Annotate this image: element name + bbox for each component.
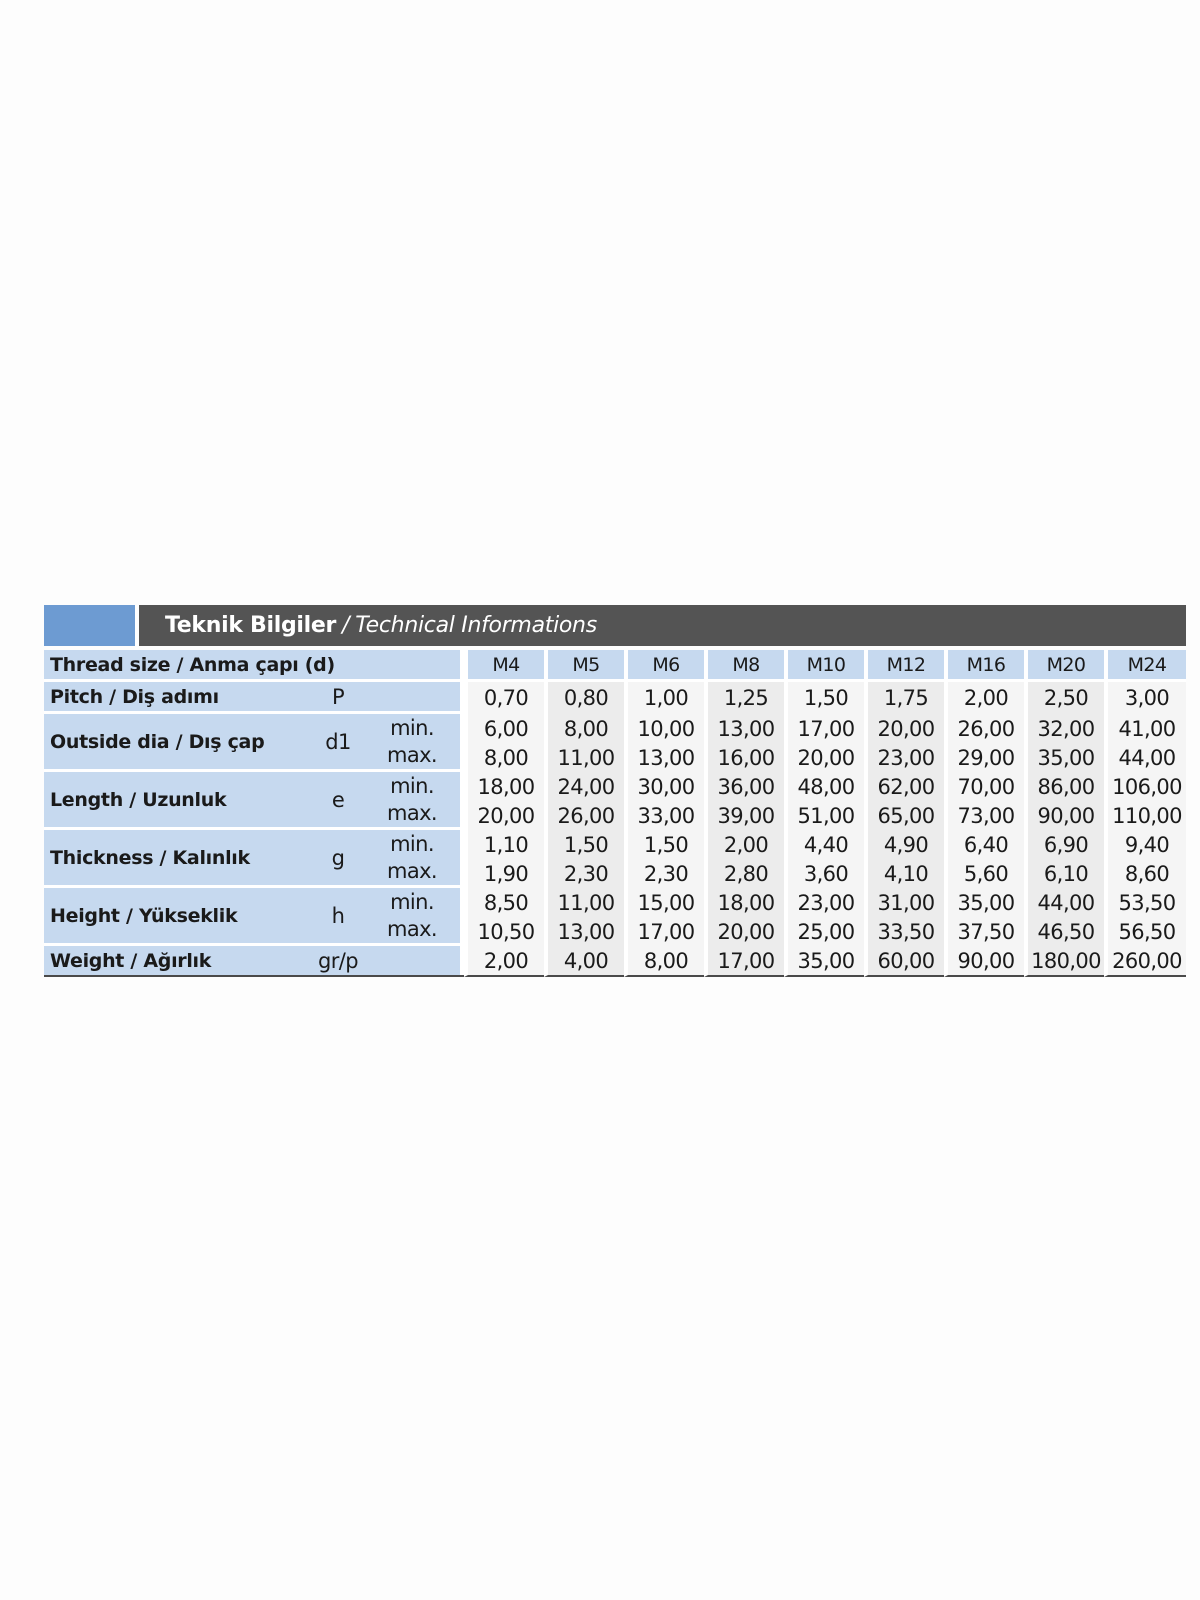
row-symbol: gr/p <box>312 946 364 977</box>
value-cell-max: 25,00 <box>784 917 864 946</box>
value-cell: 180,00 <box>1024 946 1104 977</box>
value-cell: 1,75 <box>864 682 944 714</box>
header-row <box>44 650 1186 682</box>
value-cell-max: 37,50 <box>944 917 1024 946</box>
value-cell: 3,00 <box>1104 682 1186 714</box>
value-cell: 1,50 <box>784 682 864 714</box>
value-cell-max: 2,30 <box>624 859 704 888</box>
value-cell-min: 35,00 <box>944 888 1024 917</box>
value-cell-max: 23,00 <box>864 743 944 772</box>
value-cell-max: 46,50 <box>1024 917 1104 946</box>
value-cell-max: 33,00 <box>624 801 704 830</box>
size-header: M24 <box>1104 650 1186 682</box>
row-label: Pitch / Diş adımı <box>44 682 312 714</box>
size-header: M12 <box>864 650 944 682</box>
value-cell: 2,00 <box>464 946 544 977</box>
value-cell-min: 30,00 <box>624 772 704 801</box>
value-cell: 4,00 <box>544 946 624 977</box>
value-cell: 0,80 <box>544 682 624 714</box>
min-label: min. <box>390 889 434 914</box>
value-cell-max: 4,10 <box>864 859 944 888</box>
value-cell-max: 44,00 <box>1104 743 1186 772</box>
size-header: M4 <box>464 650 544 682</box>
value-cell-max: 20,00 <box>704 917 784 946</box>
value-cell-min: 23,00 <box>784 888 864 917</box>
value-cell-min: 9,40 <box>1104 830 1186 859</box>
value-cell-min: 8,00 <box>544 714 624 743</box>
title-accent-block <box>44 605 139 646</box>
min-label: min. <box>390 831 434 856</box>
value-cell-min: 48,00 <box>784 772 864 801</box>
spec-row <box>44 682 1186 714</box>
value-cell-max: 26,00 <box>544 801 624 830</box>
row-symbol: e <box>312 772 364 830</box>
value-cell-min: 31,00 <box>864 888 944 917</box>
value-cell-min: 6,90 <box>1024 830 1104 859</box>
value-cell-max: 2,30 <box>544 859 624 888</box>
min-label: min. <box>390 715 434 740</box>
title-sub: Technical Informations <box>355 613 597 638</box>
value-cell-max: 65,00 <box>864 801 944 830</box>
value-cell-min: 4,40 <box>784 830 864 859</box>
row-label: Length / Uzunluk <box>44 772 312 830</box>
row-label: Outside dia / Dış çap <box>44 714 312 772</box>
value-cell-min: 70,00 <box>944 772 1024 801</box>
value-cell: 2,00 <box>944 682 1024 714</box>
value-cell-min: 18,00 <box>704 888 784 917</box>
technical-data-sheet <box>44 605 1186 977</box>
value-cell-min: 32,00 <box>1024 714 1104 743</box>
row-limit-empty <box>364 946 460 977</box>
value-cell-min: 11,00 <box>544 888 624 917</box>
value-cell-min: 36,00 <box>704 772 784 801</box>
value-cell-max: 35,00 <box>1024 743 1104 772</box>
value-cell-min: 6,40 <box>944 830 1024 859</box>
value-cell-min: 53,50 <box>1104 888 1186 917</box>
value-cell-max: 20,00 <box>784 743 864 772</box>
value-cell-min: 8,50 <box>464 888 544 917</box>
value-cell-max: 1,90 <box>464 859 544 888</box>
value-cell-max: 2,80 <box>704 859 784 888</box>
value-cell-min: 1,50 <box>544 830 624 859</box>
max-label: max. <box>386 916 438 941</box>
value-cell-max: 29,00 <box>944 743 1024 772</box>
size-header: M5 <box>544 650 624 682</box>
row-label: Thickness / Kalınlık <box>44 830 312 888</box>
value-cell: 35,00 <box>784 946 864 977</box>
row-symbol: d1 <box>312 714 364 772</box>
value-cell-max: 13,00 <box>544 917 624 946</box>
value-cell-min: 17,00 <box>784 714 864 743</box>
min-max-labels <box>364 888 460 946</box>
value-cell: 17,00 <box>704 946 784 977</box>
spec-table-body <box>44 650 1186 977</box>
value-cell-max: 56,50 <box>1104 917 1186 946</box>
spec-row-min <box>44 830 1186 859</box>
min-max-labels <box>364 772 460 830</box>
value-cell-max: 17,00 <box>624 917 704 946</box>
value-cell: 8,00 <box>624 946 704 977</box>
value-cell-max: 11,00 <box>544 743 624 772</box>
value-cell-max: 13,00 <box>624 743 704 772</box>
value-cell-max: 5,60 <box>944 859 1024 888</box>
value-cell-max: 73,00 <box>944 801 1024 830</box>
row-label: Height / Yükseklik <box>44 888 312 946</box>
spec-row <box>44 946 1186 977</box>
size-header: M8 <box>704 650 784 682</box>
row-symbol: P <box>312 682 364 714</box>
title-separator: / <box>342 613 350 638</box>
value-cell-min: 24,00 <box>544 772 624 801</box>
value-cell-max: 33,50 <box>864 917 944 946</box>
value-cell-max: 8,00 <box>464 743 544 772</box>
value-cell-min: 13,00 <box>704 714 784 743</box>
value-cell-max: 90,00 <box>1024 801 1104 830</box>
value-cell-max: 51,00 <box>784 801 864 830</box>
value-cell-max: 10,50 <box>464 917 544 946</box>
spec-table <box>44 650 1186 977</box>
value-cell: 90,00 <box>944 946 1024 977</box>
size-header: M16 <box>944 650 1024 682</box>
value-cell-min: 86,00 <box>1024 772 1104 801</box>
value-cell-min: 1,10 <box>464 830 544 859</box>
size-header: M10 <box>784 650 864 682</box>
spec-row-min <box>44 772 1186 801</box>
value-cell-min: 41,00 <box>1104 714 1186 743</box>
size-header: M6 <box>624 650 704 682</box>
value-cell: 1,25 <box>704 682 784 714</box>
min-max-labels <box>364 830 460 888</box>
value-cell-min: 44,00 <box>1024 888 1104 917</box>
max-label: max. <box>386 800 438 825</box>
row-limit-empty <box>364 682 460 714</box>
row-symbol: g <box>312 830 364 888</box>
max-label: max. <box>386 742 438 767</box>
title-bar <box>44 605 1186 646</box>
value-cell-min: 106,00 <box>1104 772 1186 801</box>
spec-row-min <box>44 714 1186 743</box>
value-cell-min: 10,00 <box>624 714 704 743</box>
value-cell-min: 26,00 <box>944 714 1024 743</box>
value-cell: 2,50 <box>1024 682 1104 714</box>
value-cell-max: 20,00 <box>464 801 544 830</box>
value-cell: 60,00 <box>864 946 944 977</box>
value-cell-max: 110,00 <box>1104 801 1186 830</box>
value-cell: 1,00 <box>624 682 704 714</box>
value-cell-min: 20,00 <box>864 714 944 743</box>
value-cell-min: 62,00 <box>864 772 944 801</box>
value-cell-min: 1,50 <box>624 830 704 859</box>
value-cell-min: 18,00 <box>464 772 544 801</box>
value-cell-max: 39,00 <box>704 801 784 830</box>
row-label: Weight / Ağırlık <box>44 946 312 977</box>
value-cell-max: 8,60 <box>1104 859 1186 888</box>
value-cell-min: 15,00 <box>624 888 704 917</box>
thread-size-label: Thread size / Anma çapı (d) <box>44 650 460 682</box>
value-cell-max: 3,60 <box>784 859 864 888</box>
value-cell-min: 2,00 <box>704 830 784 859</box>
value-cell-min: 4,90 <box>864 830 944 859</box>
value-cell: 0,70 <box>464 682 544 714</box>
min-label: min. <box>390 773 434 798</box>
title-main: Teknik Bilgiler <box>165 613 337 638</box>
value-cell-max: 6,10 <box>1024 859 1104 888</box>
value-cell: 260,00 <box>1104 946 1186 977</box>
size-header: M20 <box>1024 650 1104 682</box>
row-symbol: h <box>312 888 364 946</box>
spec-row-min <box>44 888 1186 917</box>
title-band <box>139 605 1186 646</box>
max-label: max. <box>386 858 438 883</box>
value-cell-max: 16,00 <box>704 743 784 772</box>
value-cell-min: 6,00 <box>464 714 544 743</box>
min-max-labels <box>364 714 460 772</box>
